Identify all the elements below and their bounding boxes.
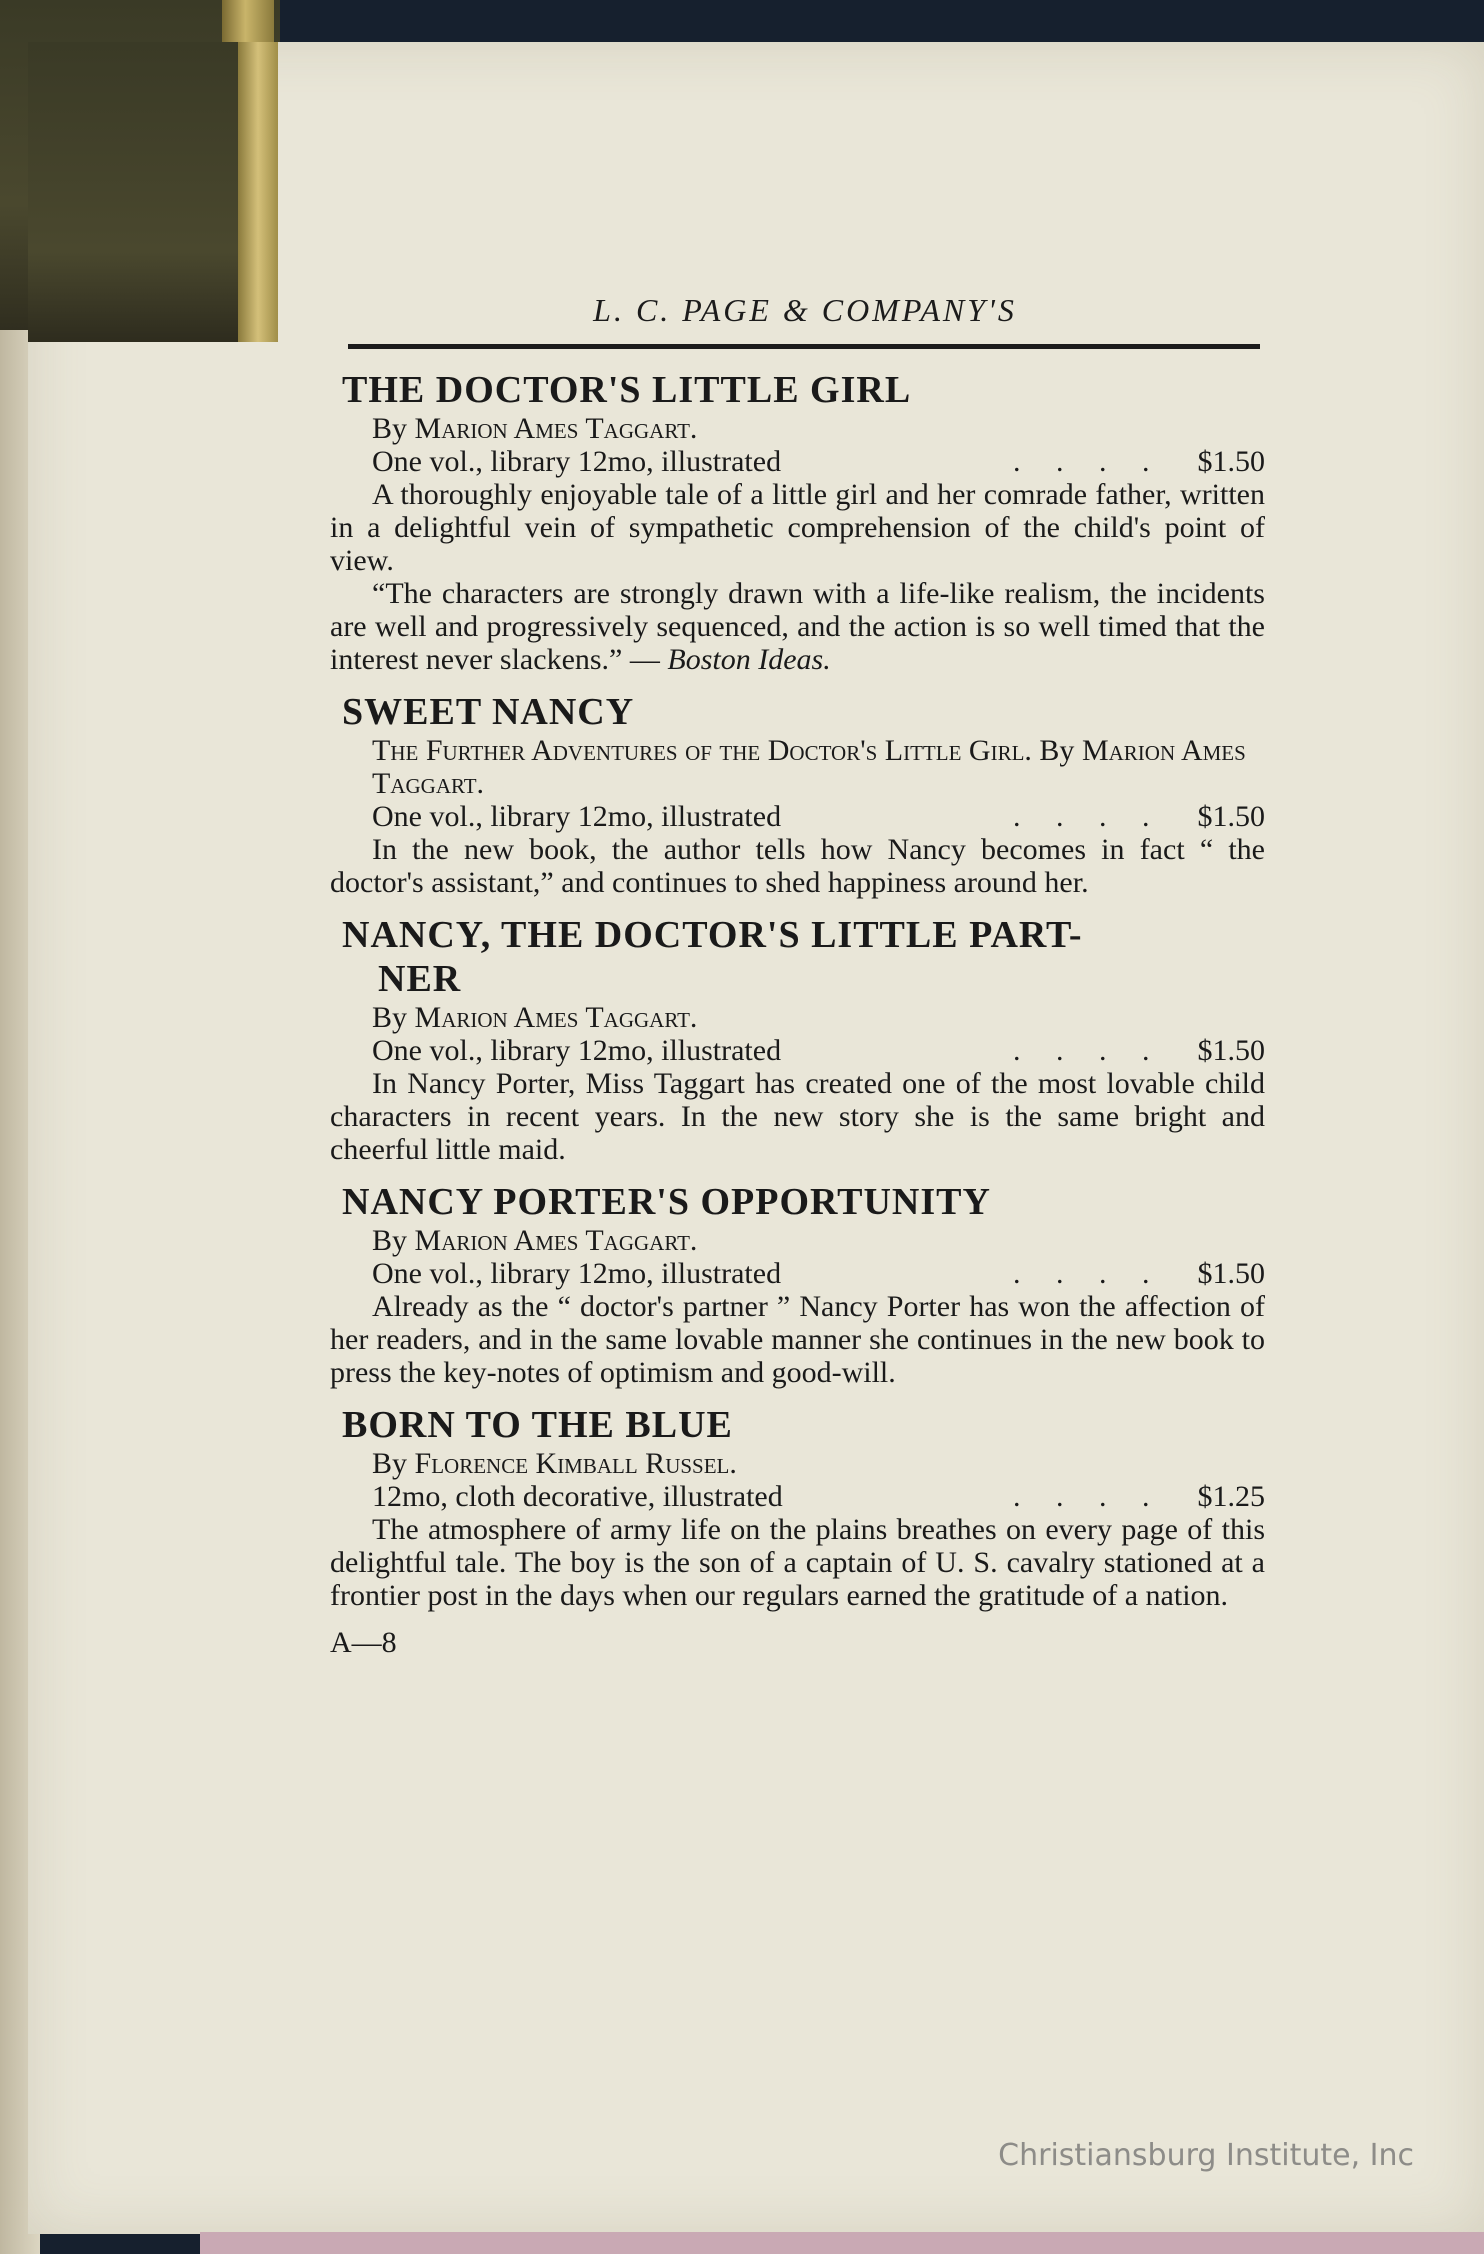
entry-price: $1.50 — [1197, 1034, 1265, 1067]
page-bottom-edge — [200, 2232, 1484, 2254]
entry-description: A thoroughly enjoyable tale of a little girl and her comrade father, written in a delightful vein of sympathetic comprehension of the child's point of view. — [330, 478, 1265, 577]
entry-price-line — [372, 1480, 1265, 1513]
byline-prefix: By — [1031, 734, 1082, 767]
byline-prefix: By — [372, 412, 415, 445]
byline-prefix: By — [372, 1447, 415, 1480]
entry-price-line — [372, 800, 1265, 833]
entry-description: In the new book, the author tells how Nancy becomes in fact “ the doctor's assistant,” and continues to shed happiness around her. — [330, 833, 1265, 899]
entry-review-quote — [330, 577, 1265, 676]
running-head: L. C. PAGE & COMPANY'S — [593, 292, 1017, 328]
entry-format: One vol., library 12mo, illustrated — [372, 800, 782, 833]
watermark: Christiansburg Institute, Inc — [998, 2138, 1414, 2173]
entry-price: $1.25 — [1197, 1480, 1265, 1513]
entry-byline — [372, 1224, 1265, 1257]
byline-prefix: By — [372, 1224, 415, 1257]
entry-description: Already as the “ doctor's partner ” Nancy Porter has won the affection of her readers, and in the same lovable manner she continues in the new book to press the key-notes of optimism and good-will. — [330, 1290, 1265, 1389]
entry-price: $1.50 — [1197, 800, 1265, 833]
author-name: Marion Ames Taggart. — [414, 1224, 698, 1257]
leader-dots: . . . . — [1013, 1034, 1164, 1067]
entry-format: 12mo, cloth decorative, illustrated — [372, 1480, 783, 1513]
catalog-entry — [330, 690, 1265, 899]
catalog-entry — [330, 368, 1265, 676]
entry-price-line — [372, 445, 1265, 478]
byline-prefix: By — [372, 1001, 415, 1034]
entry-title: NANCY PORTER'S OPPORTUNITY — [342, 1181, 991, 1223]
entry-byline — [372, 412, 1265, 445]
leader-dots: . . . . — [1013, 800, 1164, 833]
catalog-content — [330, 368, 1265, 1659]
entry-price: $1.50 — [1197, 445, 1265, 478]
entry-title: THE DOCTOR'S LITTLE GIRL — [342, 369, 912, 411]
leader-dots: . . . . — [1013, 1480, 1164, 1513]
page-folio: A—8 — [330, 1626, 397, 1659]
entry-subtitle — [372, 734, 1265, 800]
author-name: Marion Ames Taggart. — [414, 1001, 698, 1034]
entry-format: One vol., library 12mo, illustrated — [372, 1034, 782, 1067]
author-name: Marion Ames Taggart. — [372, 734, 1246, 800]
quote-source: Boston Ideas. — [667, 643, 831, 676]
leader-dots: . . . . — [1013, 445, 1164, 478]
subtitle-text: The Further Adventures of the Doctor's Little Girl. — [372, 734, 1032, 767]
quote-text: “The characters are strongly drawn with a life-like realism, the incidents are well and progressively sequenced, and the action is so well timed that the interest never slackens.” — — [330, 577, 1265, 676]
entry-byline — [372, 1001, 1265, 1034]
entry-price-line — [372, 1257, 1265, 1290]
gilt-page-edge-corner — [238, 42, 278, 342]
entry-byline — [372, 1447, 1265, 1480]
entry-title-continued: NER — [378, 958, 462, 1000]
entry-format: One vol., library 12mo, illustrated — [372, 1257, 782, 1290]
entry-title: NANCY, THE DOCTOR'S LITTLE PART- — [342, 914, 1083, 956]
catalog-entry — [330, 913, 1265, 1166]
entry-description: The atmosphere of army life on the plains breathes on every page of this delightful tale. The boy is the son of a captain of U. S. cavalry stationed at a frontier post in the days when our regulars earned the gratitude of a nation. — [330, 1513, 1265, 1612]
entry-title: SWEET NANCY — [342, 691, 635, 733]
header-rule — [348, 344, 1260, 349]
entry-title: BORN TO THE BLUE — [342, 1404, 733, 1446]
entry-format: One vol., library 12mo, illustrated — [372, 445, 782, 478]
entry-description: In Nancy Porter, Miss Taggart has created one of the most lovable child characters in recent years. In the new story she is the same bright and cheerful little maid. — [330, 1067, 1265, 1166]
author-name: Florence Kimball Russel. — [414, 1447, 737, 1480]
entry-price: $1.50 — [1197, 1257, 1265, 1290]
catalog-entry — [330, 1180, 1265, 1389]
catalog-entry — [330, 1403, 1265, 1612]
author-name: Marion Ames Taggart. — [414, 412, 698, 445]
leader-dots: . . . . — [1013, 1257, 1164, 1290]
entry-price-line — [372, 1034, 1265, 1067]
